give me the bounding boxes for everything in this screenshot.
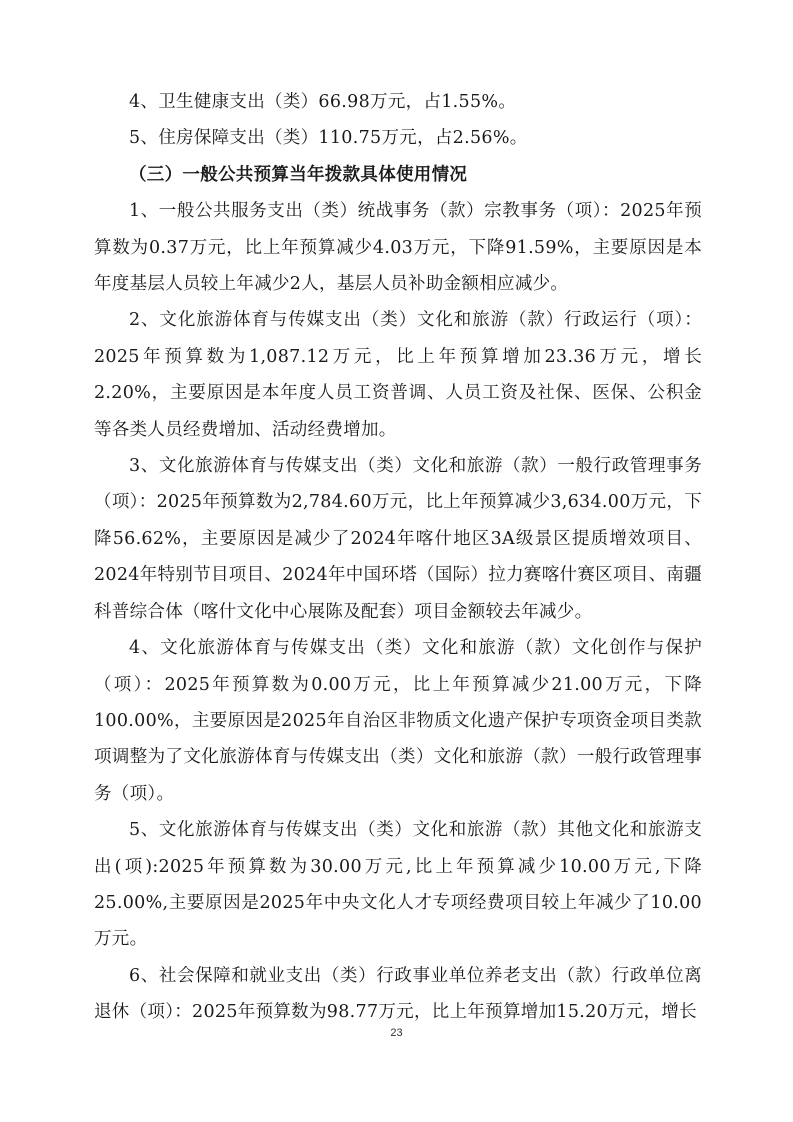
paragraph-health-expenditure: 4、卫生健康支出（类）66.98万元，占1.55%。 — [129, 92, 517, 112]
paragraph-item-2: 2、文化旅游体育与传媒支出（类）文化和旅游（款）行政运行（项）：2025年预算数为1,087.12万元，比上年预算增加23.36万元，增长2.20%，主要原因是本年度人员工资普调、人员工资及社保、医保、公积金等各类人员经费增加、活动经费增加。 — [94, 310, 702, 440]
paragraph-item-6: 6、社会保障和就业支出（类）行政事业单位养老支出（款）行政单位离退休（项）：2025年预算数为98.77万元，比上年预算增加15.20万元，增长 — [94, 965, 702, 1023]
paragraph-item-3: 3、文化旅游体育与传媒支出（类）文化和旅游（款）一般行政管理事务（项）：2025年预算数为2,784.60万元，比上年预算减少3,634.00万元，下降56.62%，主要原因是减少了2024年喀什地区3A级景区提质增效项目、2024年特别节目项目、2024年中国环塔（国际）拉力赛喀什赛区项目、南疆科普综合体（喀什文化中心展陈及配套）项目金额较去年减少。 — [94, 456, 702, 622]
page-number: 23 — [390, 1027, 403, 1039]
paragraph-item-5: 5、文化旅游体育与传媒支出（类）文化和旅游（款）其他文化和旅游支出(项):2025年预算数为30.00万元,比上年预算减少10.00万元,下降25.00%,主要原因是2025年中央文化人才专项经费项目较上年减少了10.00万元。 — [94, 820, 702, 950]
document-body — [94, 84, 702, 1031]
section-heading: （三）一般公共预算当年拨款具体使用情况 — [129, 164, 468, 185]
paragraph-item-4: 4、文化旅游体育与传媒支出（类）文化和旅游（款）文化创作与保护（项）：2025年预算数为0.00万元，比上年预算减少21.00万元，下降100.00%，主要原因是2025年自治区非物质文化遗产保护专项资金项目类款项调整为了文化旅游体育与传媒支出（类）文化和旅游（款）一般行政管理事务（项）。 — [94, 638, 702, 804]
paragraph-housing-expenditure: 5、住房保障支出（类）110.75万元，占2.56%。 — [129, 128, 528, 149]
paragraph-item-1: 1、一般公共服务支出（类）统战事务（款）宗教事务（项）：2025年预算数为0.37万元，比上年预算减少4.03万元，下降91.59%，主要原因是本年度基层人员较上年减少2人，基层人员补助金额相应减少。 — [94, 201, 702, 295]
